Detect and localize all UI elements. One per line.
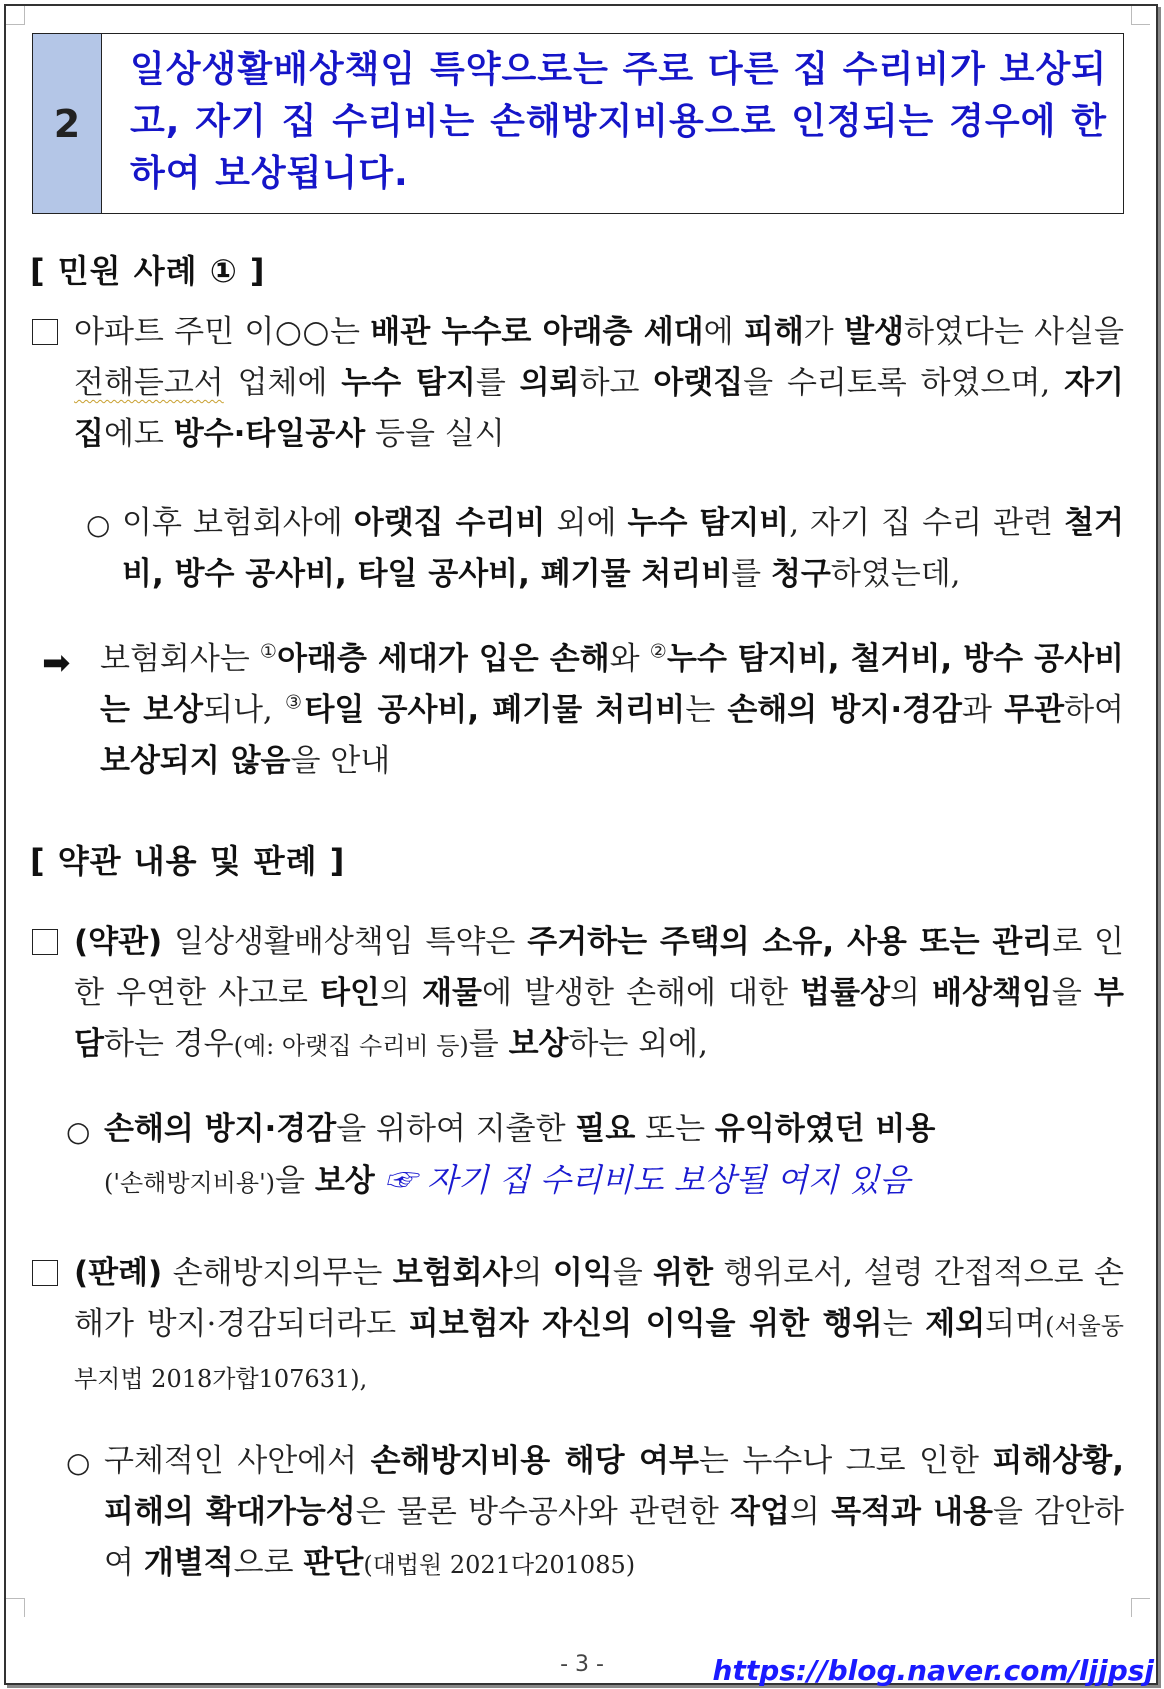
- right-arrow-icon: ➡: [42, 643, 71, 683]
- terms-paragraph-1: (약관) 일상생활배상책임 특약은 주거하는 주택의 소유, 사용 또는 관리로 인한 우연한 사고로 타인의 재물에 발생한 손해에 대한 법률상의 배상책임을 부담하는 경우(예: 아랫집 수리비 등)를 보상하는 외에,: [74, 924, 1125, 1062]
- header-box: [32, 33, 1124, 214]
- circle-bullet-icon: ○: [86, 508, 111, 541]
- case-paragraph-3: 보험회사는 ①아래층 세대가 입은 손해와 ②누수 탐지비, 철거비, 방수 공사비는 보상되나, ③타일 공사비, 폐기물 처리비는 손해의 방지·경감과 무관하여 보상되지 않음을 안내: [100, 640, 1125, 779]
- circle-bullet-icon: ○: [66, 1115, 91, 1148]
- checkbox-bullet: [32, 929, 58, 955]
- corner-mark: [1131, 6, 1150, 25]
- blog-watermark: https://blog.naver.com/ljjpsj: [712, 1654, 1154, 1687]
- section-number: 2: [33, 34, 102, 213]
- corner-mark: [6, 6, 25, 25]
- checkbox-bullet: [32, 319, 58, 345]
- hint-note: ☞ 자기 집 수리비도 보상될 여지 있음: [384, 1161, 911, 1199]
- terms-heading: [ 약관 내용 및 판례 ]: [30, 842, 346, 880]
- terms-paragraph-2: 손해의 방지·경감을 위하여 지출한 필요 또는 유익하였던 비용 ('손해방지비용')을 보상 ☞ 자기 집 수리비도 보상될 여지 있음: [104, 1111, 936, 1199]
- case-heading: [ 민원 사례 ① ]: [30, 252, 266, 290]
- circle-bullet-icon: ○: [66, 1446, 91, 1479]
- corner-mark: [6, 1598, 25, 1617]
- terms-paragraph-3: (판례) 손해방지의무는 보험회사의 이익을 위한 행위로서, 설령 간접적으로 손해가 방지·경감되더라도 피보험자 자신의 이익을 위한 행위는 제외되며(서울동부지법 2018가합107631),: [74, 1255, 1124, 1393]
- corner-mark: [1131, 1598, 1150, 1617]
- section-title: 일상생활배상책임 특약으로는 주로 다른 집 수리비가 보상되고, 자기 집 수리비는 손해방지비용으로 인정되는 경우에 한하여 보상됩니다.: [130, 49, 1107, 194]
- case-paragraph-2: 이후 보험회사에 아랫집 수리비 외에 누수 탐지비, 자기 집 수리 관련 철거비, 방수 공사비, 타일 공사비, 폐기물 처리비를 청구하였는데,: [122, 505, 1124, 592]
- terms-paragraph-4: 구체적인 사안에서 손해방지비용 해당 여부는 누수나 그로 인한 피해상황, 피해의 확대가능성은 물론 방수공사와 관련한 작업의 목적과 내용을 감안하여 개별적으로 판단(대법원 2021다201085): [104, 1443, 1124, 1581]
- page-number: - 3 -: [560, 1652, 604, 1677]
- checkbox-bullet: [32, 1260, 58, 1286]
- case-paragraph-1: 아파트 주민 이○○는 배관 누수로 아래층 세대에 피해가 발생하였다는 사실을 전해듣고서 업체에 누수 탐지를 의뢰하고 아랫집을 수리토록 하였으며, 자기 집에도 방수·타일공사 등을 실시: [74, 314, 1125, 452]
